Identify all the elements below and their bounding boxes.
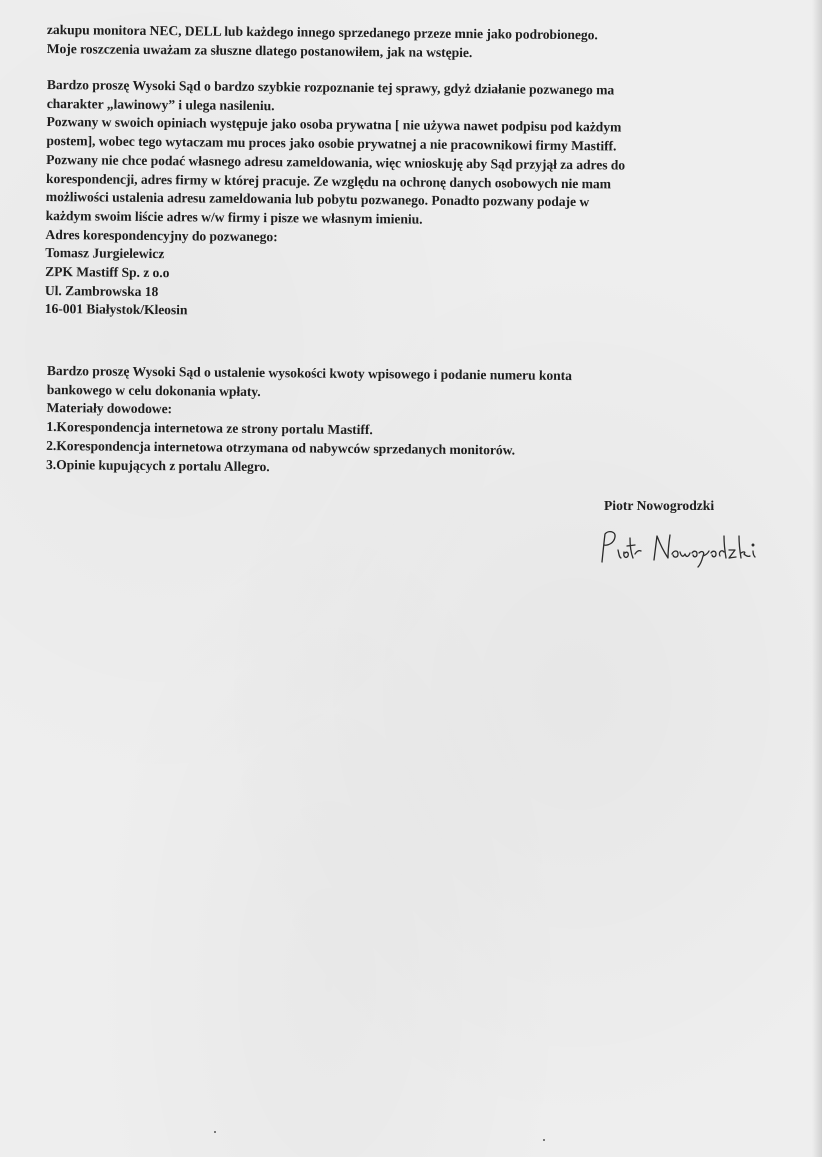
text-line: Pozwany w swoich opiniach występuje jako osoba prywatna [ nie używa nawet podpisu pod każdym [46,114,622,135]
text-line: Moje roszczenia uważam za słuszne dlatego postanowiłem, jak na wstępie. [46,40,473,60]
text-line: korespondencji, adres firmy w której pracuje. Ze względu na ochronę danych osobowych nie mam [45,170,612,191]
address-street: Ul. Zambrowska 18 [44,282,159,299]
address-company: ZPK Mastiff Sp. z o.o [45,264,170,281]
letter-paragraph-top [47,21,807,66]
scan-speck [214,1131,216,1133]
address-heading: Adres korespondencyjny do pozwanego: [45,226,278,244]
text-line: charakter „lawinowy” i ulega nasileniu. [46,95,275,113]
evidence-item: 3.Opinie kupujących z portalu Allegro. [45,456,270,474]
text-line: Pozwany nie chce podać własnego adresu zameldowania, więc wnioskuję aby Sąd przyjął za adres do [46,151,626,173]
letter-paragraph-evidence [46,362,807,482]
address-city: 16-001 Białystok/Kleosin [44,301,188,318]
text-line: każdym swoim liście adres w/w firmy i pisze we własnym imieniu. [45,207,423,227]
text-line: możliwości ustalenia adresu zameldowania lub pobytu pozwanego. Ponadto pozwany podaje w [45,189,590,210]
scan-edge-shadow [812,0,822,1157]
letter-paragraph-main [45,76,807,326]
evidence-item: 2.Korespondencja internetowa otrzymana od nabywców sprzedanych monitorów. [46,437,516,458]
text-line: Bardzo proszę Wysoki Sąd o ustalenie wysokości kwoty wpisowego i podanie numeru konta [46,362,572,384]
text-line: zakupu monitora NEC, DELL lub każdego innego sprzedanego przeze mnie jako podrobionego. [46,21,598,43]
text-line: postem], wobec tego wytaczam mu proces jako osobie prywatnej a nie pracownikowi firmy Mastiff. [46,133,617,154]
signatory-name: Piotr Nowogrodzki [604,498,715,513]
address-name: Tomasz Jurgielewicz [45,245,165,262]
scan-speck [543,1139,545,1141]
evidence-item: 1.Korespondencja internetowa ze strony portalu Mastiff. [46,419,373,438]
handwritten-signature [596,522,766,570]
evidence-heading: Materiały dowodowe: [46,400,173,417]
text-line: bankowego w celu dokonania wpłaty. [46,381,261,399]
text-line: Bardzo proszę Wysoki Sąd o bardzo szybkie rozpoznanie tej sprawy, gdyż działanie pozwanego ma [46,76,615,98]
